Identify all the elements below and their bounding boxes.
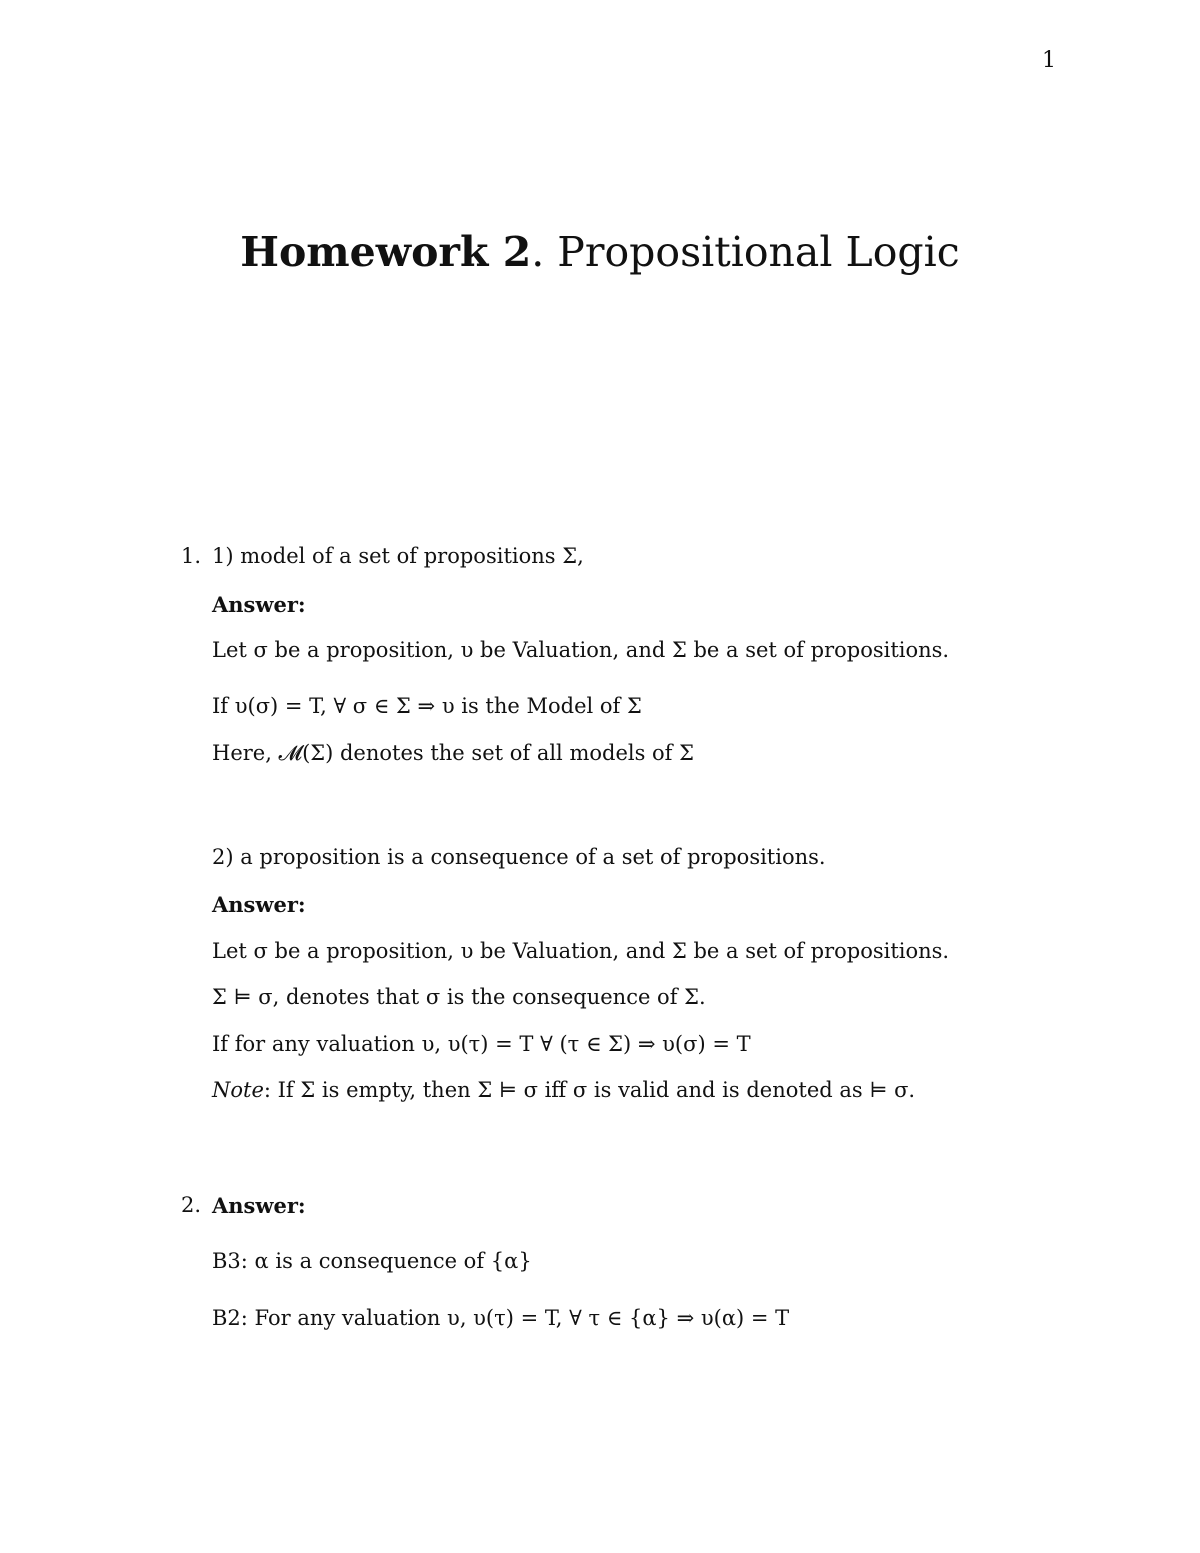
q1-part1-line-1: Let σ be a proposition, υ be Valuation, and Σ be a set of propositions.: [212, 638, 950, 662]
q1-part1-line-2: If υ(σ) = T, ∀ σ ∈ Σ ⇒ υ is the Model of Σ: [212, 694, 642, 718]
question-2-number: 2.: [181, 1193, 202, 1217]
q1-part1-line-3: Here, 𝓜(Σ) denotes the set of all models of Σ: [212, 741, 694, 765]
note-label: Note: [212, 1078, 264, 1102]
q1-part2-answer-label: Answer:: [212, 892, 306, 917]
q2-answer-label: Answer:: [212, 1193, 306, 1218]
page-number: 1: [1042, 48, 1056, 73]
q1-part2-line-1: Let σ be a proposition, υ be Valuation, and Σ be a set of propositions.: [212, 939, 950, 963]
q1-part2-line-3: If for any valuation υ, υ(τ) = T ∀ (τ ∈ Σ) ⇒ υ(σ) = T: [212, 1032, 751, 1056]
q2-line-b3: B3: α is a consequence of {α}: [212, 1249, 532, 1273]
q1-part2-note: [212, 1078, 915, 1102]
question-1-number: 1.: [181, 544, 202, 568]
title-rest: . Propositional Logic: [531, 228, 960, 276]
q1-part2-prompt: 2) a proposition is a consequence of a set of propositions.: [212, 845, 826, 869]
page-title: [0, 228, 1200, 276]
q2-line-b2: B2: For any valuation υ, υ(τ) = T, ∀ τ ∈ {α} ⇒ υ(α) = T: [212, 1306, 790, 1330]
q1-part2-line-2: Σ ⊨ σ, denotes that σ is the consequence of Σ.: [212, 985, 706, 1009]
q1-part1-answer-label: Answer:: [212, 592, 306, 617]
note-text: : If Σ is empty, then Σ ⊨ σ iff σ is valid and is denoted as ⊨ σ.: [263, 1078, 916, 1102]
q1-part1-prompt: 1) model of a set of propositions Σ,: [212, 544, 584, 568]
title-bold: Homework 2: [240, 228, 532, 276]
